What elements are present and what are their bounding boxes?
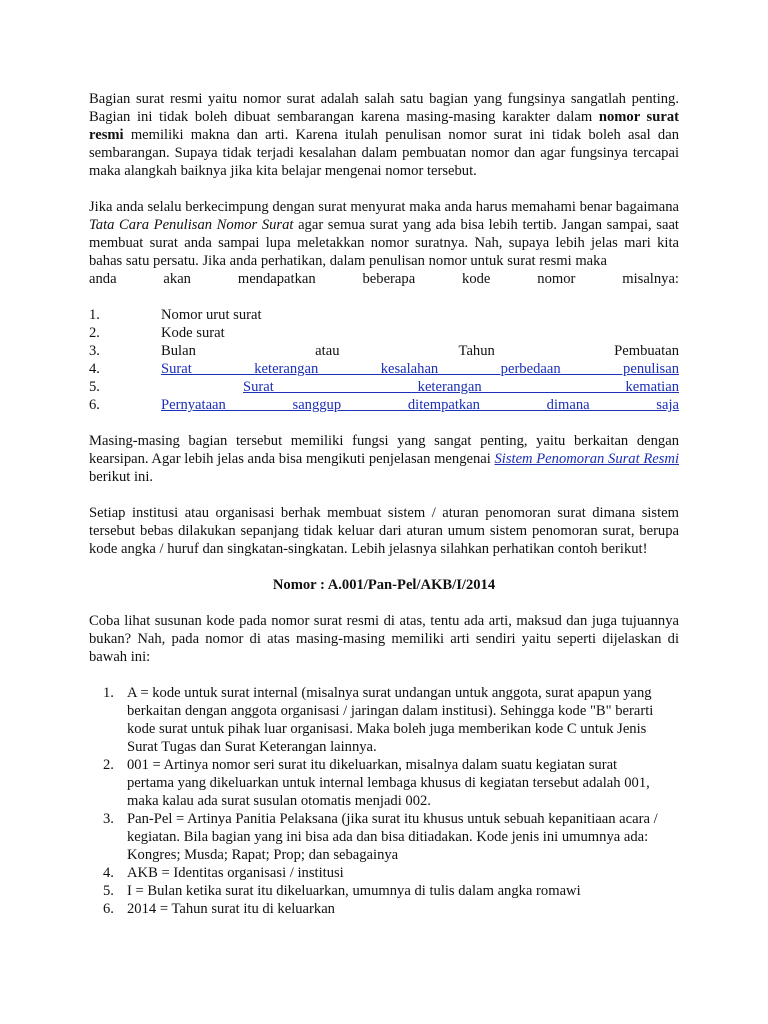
list-number: 4. bbox=[89, 361, 100, 377]
list-number: 2. bbox=[103, 757, 114, 773]
document-page bbox=[89, 90, 679, 918]
list-item bbox=[89, 396, 679, 414]
institution-paragraph: Setiap institusi atau organisasi berhak membuat sistem / aturan penomoran surat dimana sistem tersebut bebas dilakukan sepanjang tidak keluar dari aturan umum sistem penomoran surat, berupa kode angka / huruf dan singkatan-singkatan. Lebih jelasnya silahkan perhatikan contoh berikut! bbox=[89, 505, 679, 557]
example-number-heading: Nomor : A.001/Pan-Pel/AKB/I/2014 bbox=[272, 577, 496, 593]
list-item bbox=[89, 756, 679, 810]
list-text: A = kode untuk surat internal (misalnya surat undangan untuk anggota, surat apapun yang berkaitan dengan anggota organisasi / jaringan dalam institusi). Sehingga kode "B" berarti kode surat untuk pihak luar organisasi. Maka boleh juga memberikan kode C untuk Jenis Surat Tugas dan Surat Keterangan lainnya. bbox=[127, 685, 654, 755]
list-number: 1. bbox=[103, 685, 114, 701]
list-text: Nomor urut surat bbox=[161, 307, 262, 323]
list-item bbox=[89, 900, 679, 918]
list-number: 2. bbox=[89, 325, 100, 341]
intro-text-2: memiliki makna dan arti. Karena itulah penulisan nomor surat ini tidak boleh asal dan sembarangan. Supaya tidak terjadi kesalahan dalam pembuatan nomor dan agar fungsinya tercapai maka alangkah baiknya jika kita belajar mengenai nomor tersebut. bbox=[89, 127, 679, 179]
list-item bbox=[89, 360, 679, 378]
intro-paragraph bbox=[89, 90, 679, 180]
list-item bbox=[89, 324, 679, 342]
list-item bbox=[89, 684, 679, 756]
intro-text-1: Bagian surat resmi yaitu nomor surat adalah salah satu bagian yang fungsinya sangatlah penting. Bagian ini tidak boleh dibuat sembarangan karena masing-masing karakter dalam bbox=[89, 91, 679, 125]
procedure-last-line: anda akan mendapatkan beberapa kode nomor misalnya: bbox=[89, 271, 679, 287]
code-list bbox=[89, 306, 679, 414]
list-link[interactable]: Surat keterangan kematian bbox=[243, 379, 679, 395]
procedure-italic-term: Tata Cara Penulisan Nomor Surat bbox=[89, 217, 294, 233]
list-link[interactable]: Surat keterangan kesalahan perbedaan penulisan bbox=[161, 361, 679, 377]
sistem-penomoran-link[interactable]: Sistem Penomoran Surat Resmi bbox=[494, 451, 679, 467]
list-item bbox=[89, 342, 679, 360]
intro-bold-term: nomor surat resmi bbox=[89, 109, 679, 143]
list-number: 5. bbox=[89, 379, 100, 395]
list-text: Pan-Pel = Artinya Panitia Pelaksana (jika surat itu khusus untuk sebuah kepanitiaan acara / kegiatan. Bila bagian yang ini bisa ada dan bisa ditiadakan. Kode jenis ini umumnya ada: Kongres; Musda; Rapat; Prop; dan sebagainya bbox=[127, 811, 658, 863]
list-number: 6. bbox=[89, 397, 100, 413]
procedure-paragraph bbox=[89, 198, 679, 270]
list-number: 3. bbox=[89, 343, 100, 359]
list-text: AKB = Identitas organisasi / institusi bbox=[127, 865, 344, 881]
list-number: 5. bbox=[103, 883, 114, 899]
archive-text-1: Masing-masing bagian tersebut memiliki fungsi yang sangat penting, yaitu berkaitan dengan kearsipan. Agar lebih jelas anda bisa mengikuti penjelasan mengenai bbox=[89, 433, 679, 467]
list-number: 4. bbox=[103, 865, 114, 881]
list-text: 2014 = Tahun surat itu di keluarkan bbox=[127, 901, 335, 917]
list-number: 6. bbox=[103, 901, 114, 917]
list-number: 3. bbox=[103, 811, 114, 827]
explanation-intro-paragraph: Coba lihat susunan kode pada nomor surat resmi di atas, tentu ada arti, maksud dan juga tujuannya bukan? Nah, pada nomor di atas masing-masing memiliki arti sendiri yaitu seperti dijelaskan di bawah ini: bbox=[89, 613, 679, 665]
list-text: Kode surat bbox=[161, 325, 225, 341]
list-number: 1. bbox=[89, 307, 100, 323]
list-item bbox=[89, 306, 679, 324]
list-text: 001 = Artinya nomor seri surat itu dikeluarkan, misalnya dalam suatu kegiatan surat pertama yang dikeluarkan untuk internal lembaga khusus di kegiatan tersebut adalah 001, maka kalau ada surat susulan otomatis menjadi 002. bbox=[127, 757, 650, 809]
list-link[interactable]: Pernyataan sanggup ditempatkan dimana saja bbox=[161, 397, 679, 413]
list-item bbox=[89, 378, 679, 396]
explanation-list bbox=[89, 684, 679, 918]
list-item bbox=[89, 810, 679, 864]
archive-paragraph bbox=[89, 432, 679, 486]
procedure-text-1: Jika anda selalu berkecimpung dengan surat menyurat maka anda harus memahami benar bagaimana bbox=[89, 199, 679, 215]
list-text: I = Bulan ketika surat itu dikeluarkan, umumnya di tulis dalam angka romawi bbox=[127, 883, 581, 899]
archive-text-2: berikut ini. bbox=[89, 469, 154, 485]
procedure-text-2: agar semua surat yang ada bisa lebih tertib. Jangan sampai, saat membuat surat anda sampai lupa meletakkan nomor suratnya. Nah, supaya lebih jelas mari kita bahas satu persatu. Jika anda perhatikan, dalam penulisan nomor untuk surat resmi maka bbox=[89, 217, 679, 269]
list-item bbox=[89, 864, 679, 882]
list-text: Bulan atau Tahun Pembuatan bbox=[161, 343, 679, 359]
list-item bbox=[89, 882, 679, 900]
